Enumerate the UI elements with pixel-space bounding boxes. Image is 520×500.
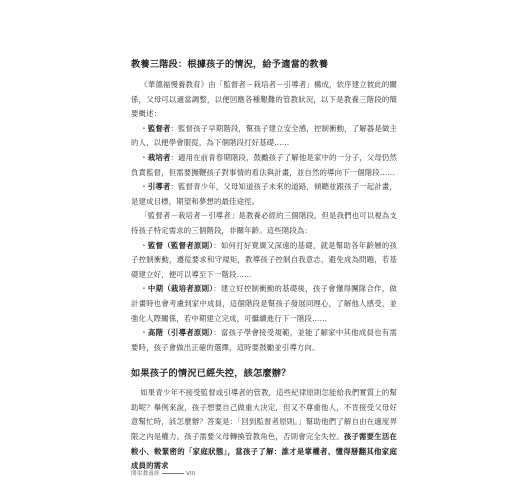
footer-book-title: 開渠教養經 <box>131 471 160 477</box>
section-heading-2: 如果孩子的情況已經失控，該怎麼辦？ <box>131 368 291 380</box>
section-heading: 教養三階段：根據孩子的情況，給予適當的教養 <box>131 59 329 70</box>
principle-item-basic: ・監督（監督者原則）：如何打好寬廣又深遠的基礎，就是幫助各年齡層的孩子控制衝動，遵從要求和守規矩，教導孩子控制自我意志，避免成為問題，若基礎建立好，便可以導至下一階段…… <box>131 240 398 279</box>
stages-paragraph: 「監督者－栽培者－引導者」是教養必經的三個階段，但是我們也可以視為支持孩子特定需求的三個階段，非關年齡。這些階段為： <box>131 211 397 235</box>
principle-text: ：建立好控制衝動的基礎後，孩子會懂得團隊合作，做計畫時也會考慮到家中成員，這個階段是幫孩子發展同理心，了解他人感受，並強化人際關係，若中期建立完成，可繼續進行下一階段…… <box>131 284 398 323</box>
role-item-cultivator: ・栽培者：適用在前青春期階段，鼓勵孩子了解他是家中的一分子，父母仍然負責監督，但需要撫鞭孩子對事情的看法與計畫，並自然的導向下一個階段…… <box>131 152 397 177</box>
role-term: 監督者 <box>147 123 171 133</box>
role-item-monitor: ・監督者：監督孩子早期階段，幫孩子建立安全感，控制衝動，了解器是做主的人，以便學會服從，為下個階段打好基礎…… <box>131 123 397 148</box>
role-text: ：適用在前青春期階段，鼓勵孩子了解他是家中的一分子，父母仍然負責監督，但需要撫鞭孩子對事情的看法與計畫，並自然的導向下一個階段…… <box>131 152 397 177</box>
section2-bold-text: 孩子需要生活在較小、較緊密的「家庭狀態」，當孩子了解：誰才是掌權者、懂得掰翻其他家庭成員的需求 <box>131 432 397 471</box>
principle-term: 高階（引導者原則） <box>147 328 214 338</box>
principle-text: ：如何打好寬廣又深遠的基礎，就是幫助各年齡層的孩子控制衝動，遵從要求和守規矩，教導孩子控制自我意志，避免成為問題，若基礎建立好，便可以導至下一階段…… <box>131 240 398 279</box>
role-term: 引導者 <box>147 182 171 192</box>
page-footer <box>131 469 196 477</box>
role-text: ：監督青少年，父母知道孩子未來的道路，傾聽並跟孩子一起計畫，是建成目標，期望和夢想的最佳途徑。 <box>131 182 397 206</box>
intro-paragraph: 《華德福慢養教育》由「監督者－栽培者－引導者」構成，依序建立彼此的關係，父母可以適當調整，以便回應各種艱難的管教狀況，以下是教養三階段的簡要概述： <box>131 80 397 119</box>
document-page <box>131 56 397 474</box>
principle-term: 中期（栽培者原則） <box>147 284 214 294</box>
page-number: VIII <box>185 471 196 477</box>
footer-divider <box>162 473 184 474</box>
principle-item-middle: ・中期（栽培者原則）：建立好控制衝動的基礎後，孩子會懂得團隊合作，做計畫時也會考慮到家中成員，這個階段是幫孩子發展同理心，了解他人感受，並強化人際關係，若中期建立完成，可繼續進行下一階段…… <box>131 284 398 323</box>
principle-term: 監督（監督者原則） <box>147 240 214 250</box>
role-item-guide: ・引導者：監督青少年，父母知道孩子未來的道路，傾聽並跟孩子一起計畫，是建成目標，期望和夢想的最佳途徑。 <box>131 182 397 206</box>
principle-text: ：當孩子學會接受規範，並能了解家中其他成員也有需要時，孩子會做出正確的選擇，這時要鼓勵並引導方向。 <box>131 328 398 352</box>
section2-text: 如果青少年不接受監督或引導者的管教，這些紀律原則怎能給我們實質上的幫助呢？舉例來說，孩子想要自己做重大決定，但又不尊重他人，不肯接受父母好意幫忙時，該怎麼辦？答案是：「回到監督者原則。」幫助他們了解自由在適度界限之內是權力。孩子需要父母轉換管教角色，否則會完全失控。 <box>131 388 397 442</box>
section2-paragraph <box>131 386 397 474</box>
role-text: ：監督孩子早期階段，幫孩子建立安全感，控制衝動，了解器是做主的人，以便學會服從，為下個階段打好基礎…… <box>131 123 397 148</box>
principle-item-advanced: ・高階（引導者原則）：當孩子學會接受規範，並能了解家中其他成員也有需要時，孩子會做出正確的選擇，這時要鼓勵並引導方向。 <box>131 328 398 352</box>
role-term: 栽培者 <box>147 152 171 162</box>
